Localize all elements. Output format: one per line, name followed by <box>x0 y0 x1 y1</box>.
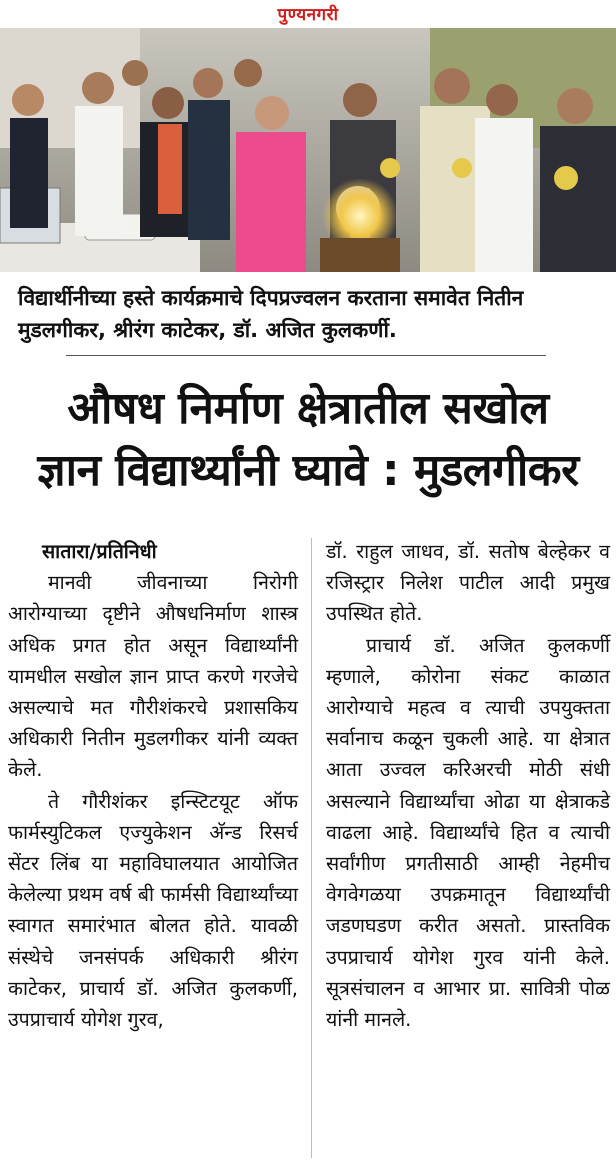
article-paragraph-2-continued: डॉ. राहुल जाधव, डॉ. सतोष बेल्हेकर व रजिस्ट्रार निलेश पाटील आदी प्रमुख उपस्थित होते. <box>326 540 610 626</box>
headline-line-2: ज्ञान विद्यार्थ्यांनी घ्यावे : मुडलगीकर <box>37 445 579 496</box>
headline <box>0 378 616 502</box>
article-paragraph-2: ते गौरीशंकर इन्स्टिटयूट ऑफ फार्मस्युटिकल एज्युकेशन अ‍ॅन्ड रिसर्च सेंटर लिंब या महाविघालयात आयोजित केलेल्या प्रथम वर्ष बी फार्मसी विद्यार्थ्यांच्या स्वागत समारंभात बोलत होते. यावळी संस्थेचे जनसंपर्क अधिकारी श्रीरंग काटेकर, प्राचार्य डॉ. अजित कुलकर्णी, उपप्राचार्य योगेश गुरव, <box>8 789 298 1032</box>
photo-caption: विद्यार्थीनीच्या हस्ते कार्यक्रमाचे दिपप्रज्वलन करताना समावेत नितीन मुडलगीकर, श्रीरंग काटेकर, डॉ. अजित कुलकर्णी. <box>18 286 524 342</box>
headline-line-1: औषध निर्माण क्षेत्रातील सखोल <box>67 383 549 434</box>
article-paragraph-3: प्राचार्य डॉ. अजित कुलकर्णी म्हणाले, कोरोना संकट काळात आरोग्याचे महत्व व त्याची उपयुक्तता सर्वानाच कळून चुकली आहे. या क्षेत्रात आता उज्वल करिअरची मोठी संधी असल्याने विद्यार्थ्यांचा ओढा या क्षेत्राकडे वाढला आहे. विद्यार्थ्यांचे हित व त्याची सर्वांगीण प्रगतीसाठी आम्ही नेहमीच वेगवेगळया उपक्रमातून विद्यार्थ्यांची जडणघडण करीत असतो. प्रास्तविक उपप्राचार्य योगेश गुरव यांनी केले. सूत्रसंचालन व आभार प्रा. सावित्री पोळ यांनी मानले. <box>326 633 610 1032</box>
article-paragraph-1: मानवी जीवनाच्या निरोगी आरोग्याच्या दृष्टीने औषधनिर्माण शास्त्र अधिक प्रगत होत असून विद्यार्थ्यांनी यामधील सखोल ज्ञान प्राप्त करणे गरजेचे असल्याचे मत गौरीशंकरचे प्रशासकिय अधिकारी नितीन मुडलगीकर यांनी व्यक्त केले. <box>8 571 298 782</box>
masthead-logo: पुण्यनगरी <box>277 5 339 25</box>
divider-line <box>66 355 546 356</box>
article-column-2 <box>326 536 610 1035</box>
article-column-1 <box>8 536 298 1035</box>
dateline: सातारा/प्रतिनिधी <box>42 540 157 563</box>
column-gutter <box>311 538 312 1158</box>
event-photo <box>0 28 616 272</box>
newspaper-masthead <box>0 0 616 28</box>
